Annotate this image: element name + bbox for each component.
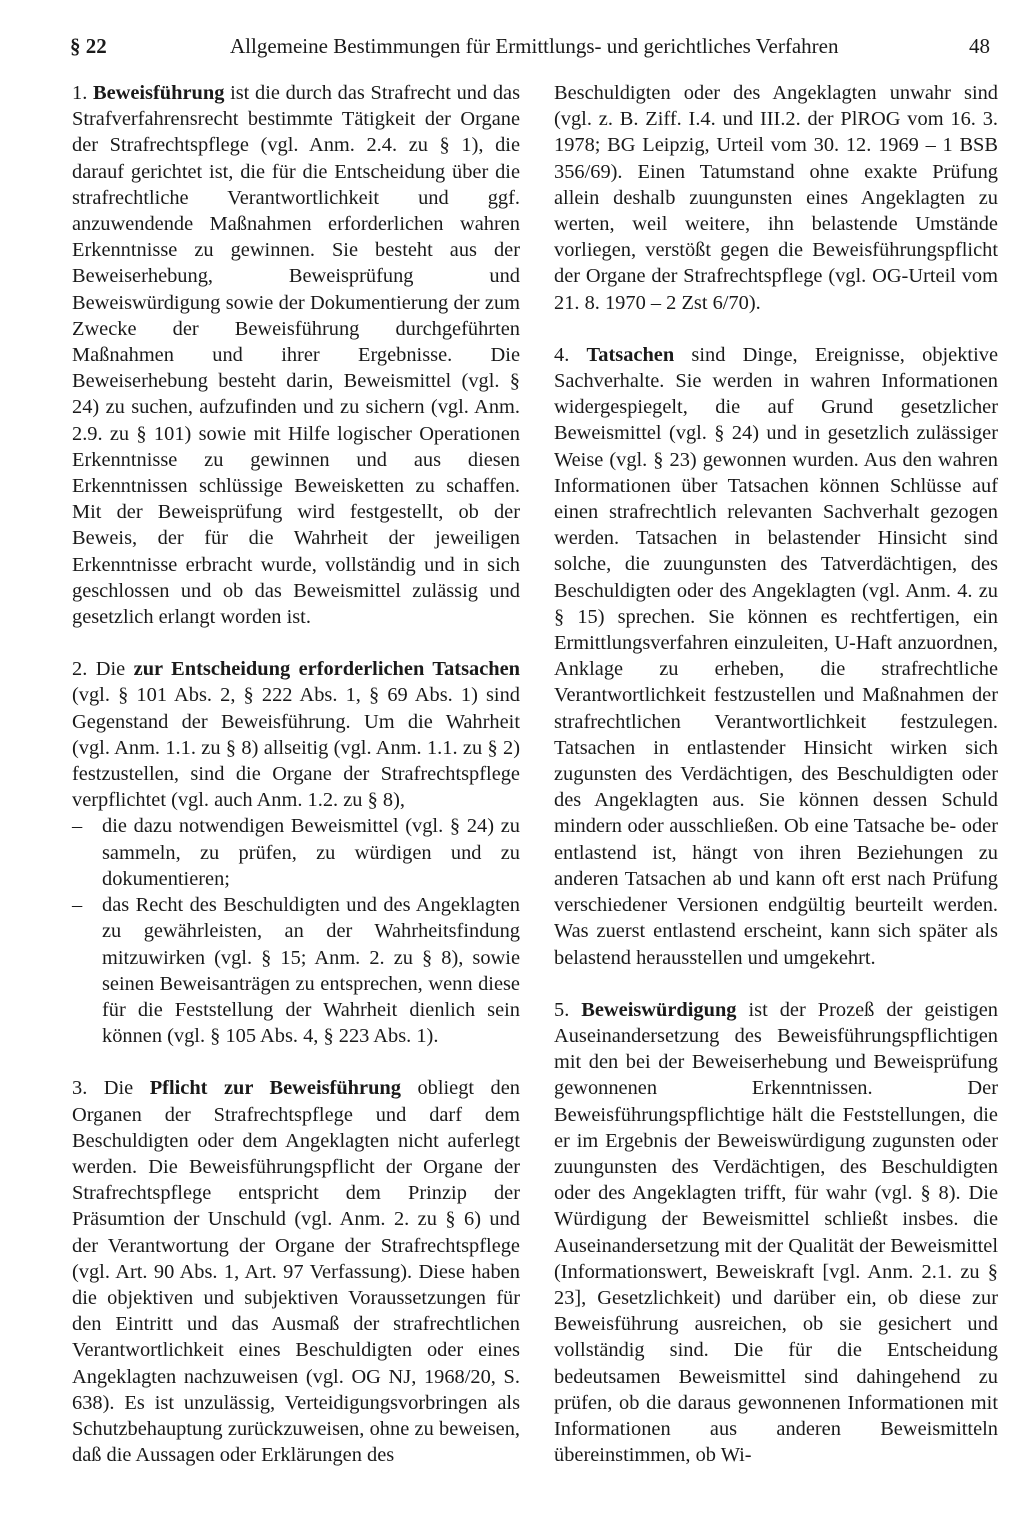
annotation-1-text xyxy=(72,80,520,630)
annotation-5 xyxy=(554,997,998,1469)
list-item-text: das Recht des Beschuldigten und des Angeklagten zu gewährleisten, an der Wahrheitsfindung mitzuwirken (vgl. § 15; Anm. 2. zu § 8), sowie seinen Beweisanträgen zu entsprechen, wenn diese für die Feststellung der Wahrheit dienlich sein können (vgl. § 105 Abs. 4, § 223 Abs. 1). xyxy=(102,894,520,1048)
annotation-5-number: 5. xyxy=(554,998,582,1021)
page-number: 48 xyxy=(969,34,990,58)
right-column xyxy=(554,80,998,1494)
annotation-3-text xyxy=(72,1075,520,1468)
section-number: § 22 xyxy=(70,34,107,58)
annotation-1-number: 1. xyxy=(72,82,93,104)
annotation-1-body: ist die durch das Strafrecht und das Strafverfahrensrecht bestimmte Tätigkeit der Organe der Strafrechtspflege (vgl. Anm. 2.4. zu § 1), die darauf gerichtet ist, die für die Entscheidung über die strafrechtliche Verantwortlichkeit und ggf. anzuwendende Maßnahmen erforderlichen wahren Erkenntnisse zu gewinnen. Sie besteht aus der Beweiserhebung, Beweisprüfung und Beweiswürdigung sowie der Dokumentierung der zum Zwecke der Beweisführung durchgeführten Maßnahmen und ihrer Ergebnisse. Die Beweiserhebung besteht darin, Beweismittel (vgl. § 24) zu suchen, aufzufinden und zu sichern (vgl. Anm. 2.9. zu § 101) sowie mit Hilfe logischer Operationen Erkenntnisse zu gewinnen und aus diesen Erkenntnissen schlüssige Beweisketten zu schaffen. Mit der Beweisprüfung wird festgestellt, ob der Beweis, der für die Wahrheit der jeweiligen Erkenntnisse erbracht wurde, vollständig und in sich geschlossen und ob das Beweismittel zulässig und gesetzlich erlangt worden ist. xyxy=(72,82,521,629)
annotation-3-continued-text: Beschuldigten oder des Angeklagten unwahr sind (vgl. z. B. Ziff. I.4. und III.2. der PlROG vom 16. 3. 1978; BG Leipzig, Urteil vom 30. 12. 1969 – 1 BSB 356/69). Einen Tatumstand ohne exakte Prüfung allein deshalb zuungunsten eines Angeklagten zu werten, weil weitere, ihn belastende Umstände vorliegen, verstößt gegen die Beweisführungspflicht der Organe der Strafrechtspflege (vgl. OG-Urteil vom 21. 8. 1970 – 2 Zst 6/70). xyxy=(554,82,998,314)
annotation-1-keyword: Beweisführung xyxy=(92,82,225,104)
annotation-2-keyword: zur Entscheidung erforderlichen Tatsachen xyxy=(133,658,520,681)
dash-bullet: – xyxy=(72,894,83,917)
annotation-3-number: 3. Die xyxy=(72,1077,150,1100)
left-column xyxy=(72,80,520,1494)
annotation-4 xyxy=(554,342,998,971)
annotation-1 xyxy=(72,80,520,630)
annotation-3-continued xyxy=(554,80,998,316)
list-item xyxy=(72,892,520,1049)
annotation-4-body: sind Dinge, Ereignisse, objektive Sachverhalte. Sie werden in wahren Informationen widergespiegelt, die auf Grund gesetzlicher Beweismittel (vgl. § 24) und in gesetzlich zulässiger Weise (vgl. § 23) gewonnen wurden. Aus den wahren Informationen über Tatsachen können Schlüsse auf einen strafrechtlich relevanten Sachverhalt gezogen werden. Tatsachen in belastender Hinsicht sind solche, die zuungunsten des Tatverdächtigen, des Beschuldigten oder des Angeklagten (vgl. Anm. 4. zu § 15) sprechen. Sie können es rechtfertigen, ein Ermittlungsverfahren einzuleiten, U-Haft anzuordnen, Anklage zu erheben, die strafrechtliche Verantwortlichkeit festzustellen und Maßnahmen der strafrechtlichen Verantwortlichkeit festzulegen. Tatsachen in entlastender Hinsicht wirken sich zugunsten des Verdächtigen, des Beschuldigten oder des Angeklagten aus. Sie können dessen Schuld mindern oder ausschließen. Ob eine Tatsache be- oder entlastend ist, hängt von ihren Beziehungen zu anderen Tatsachen ab und kann oft erst nach Prüfung verschiedener Versionen endgültig beurteilt werden. Was zuerst entlastend erscheint, kann sich später als belastend herausstellen und umgekehrt. xyxy=(554,343,998,969)
annotation-5-body: ist der Prozeß der geistigen Auseinandersetzung des Beweisführungspflichtigen mit den bei der Beweiserhebung und Beweisprüfung gewonnenen Erkenntnissen. Der Beweisführungspflichtige hält die Feststellungen, die er im Ergebnis der Beweiswürdigung zugunsten oder zuungunsten des Verdächtigen, des Beschuldigten oder des Angeklagten trifft, für wahr (vgl. § 8). Die Würdigung der Beweismittel schließt insbes. die Auseinandersetzung mit der Qualität der Beweismittel (Informationswert, Beweiskraft [vgl. Anm. 2.1. zu § 23], Gesetzlichkeit) und darüber ein, ob diese zur Beweisführung ausreichen, ob sie gesichert und vollständig sind. Die für die Entscheidung bedeutsamen Beweismittel sind dahingehend zu prüfen, ob die daraus gewonnenen Informationen mit Informationen aus anderen Beweismitteln übereinstimmen, ob Wi- xyxy=(554,998,998,1467)
annotation-3-body: obliegt den Organen der Strafrechtspflege und darf dem Beschuldigten oder dem Angeklagten nicht auferlegt werden. Die Beweisführungspflicht der Organe der Strafrechtspflege entspricht dem Prinzip der Präsumtion der Unschuld (vgl. Anm. 2. zu § 6) und der Verantwortung der Organe der Strafrechtspflege (vgl. Art. 90 Abs. 1, Art. 97 Verfassung). Diese haben die objektiven und subjektiven Voraussetzungen für den Eintritt und das Ausmaß der strafrechtlichen Verantwortlichkeit eines Beschuldigten oder eines Angeklagten nachzuweisen (vgl. OG NJ, 1968/20, S. 638). Es ist unzulässig, Verteidigungsvorbringen als Schutzbehauptung zurückzuweisen, ohne zu beweisen, daß die Aussagen oder Erklärungen des xyxy=(72,1077,520,1467)
annotation-3-keyword: Pflicht zur Beweisführung xyxy=(149,1077,401,1100)
annotation-3 xyxy=(72,1075,520,1468)
annotation-4-keyword: Tatsachen xyxy=(586,343,675,366)
annotation-2-text xyxy=(72,656,520,813)
annotation-2 xyxy=(72,656,520,1049)
running-header xyxy=(70,30,990,62)
annotation-4-number: 4. xyxy=(554,343,587,366)
annotation-5-text xyxy=(554,997,998,1469)
header-title: Allgemeine Bestimmungen für Ermittlungs- und gerichtliches Verfahren xyxy=(230,34,839,58)
annotation-2-body: (vgl. § 101 Abs. 2, § 222 Abs. 1, § 69 Abs. 1) sind Gegenstand der Beweisführung. Um die Wahrheit (vgl. Anm. 1.1. zu § 8) allseitig (vgl. Anm. 1.1. zu § 2) festzustellen, sind die Organe der Strafrechtspflege verpflichtet (vgl. auch Anm. 1.2. zu § 8), xyxy=(72,684,520,812)
annotation-5-keyword: Beweiswürdigung xyxy=(581,998,737,1021)
dash-bullet: – xyxy=(72,815,83,838)
list-item xyxy=(72,813,520,892)
annotation-2-number: 2. Die xyxy=(72,658,134,681)
list-item-text: die dazu notwendigen Beweismittel (vgl. § 24) zu sammeln, zu prüfen, zu würdigen und zu dokumentieren; xyxy=(102,815,520,890)
annotation-4-text xyxy=(554,342,998,971)
